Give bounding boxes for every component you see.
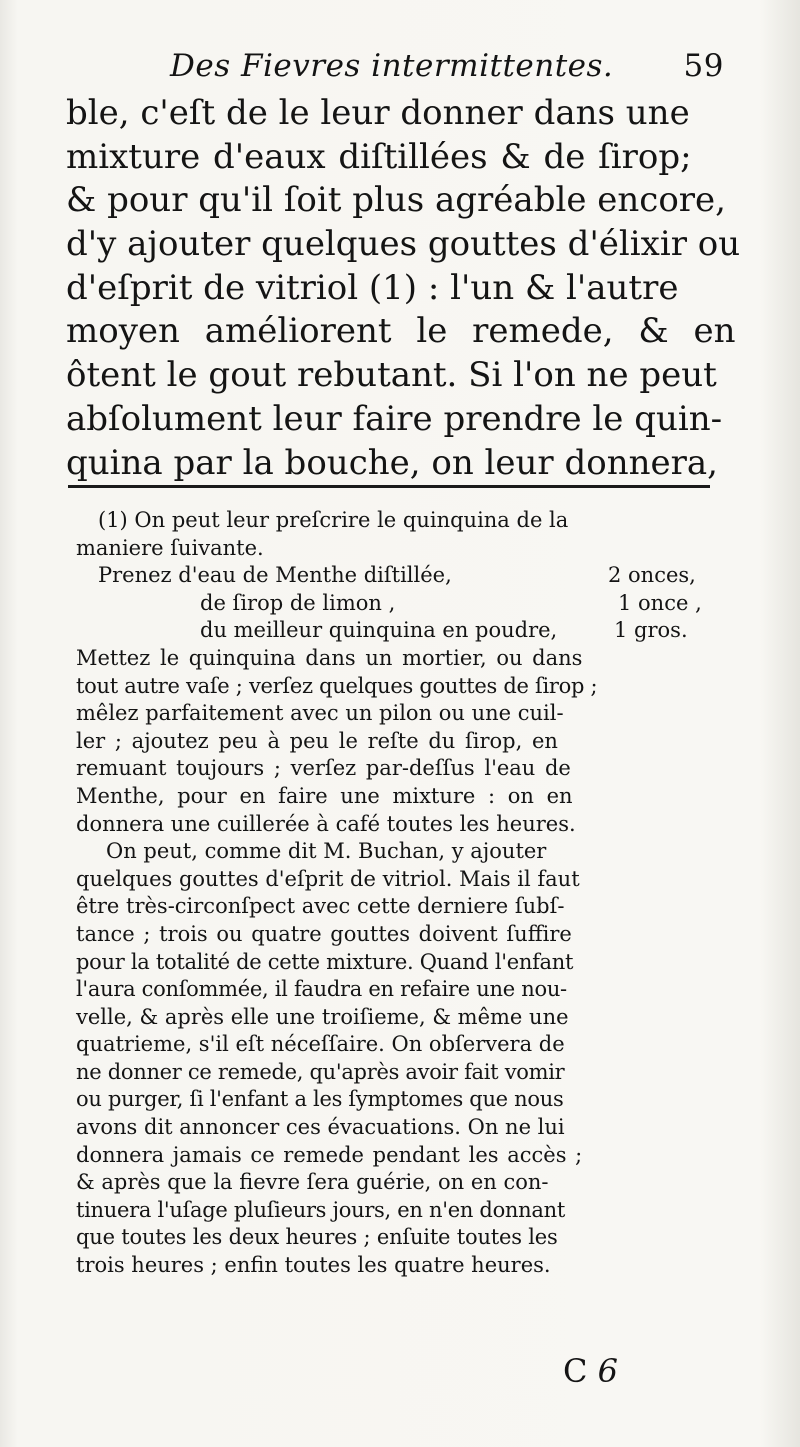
main-line: abſolument leur faire prendre le quin- (66, 398, 723, 439)
footnote-line: tout autre vaſe ; verſez quelques gouttes de ſirop ; (76, 673, 598, 698)
recipe-line (76, 590, 731, 618)
signature-letter: C (563, 1352, 588, 1390)
recipe-ingredient: Prenez d'eau de Menthe diſtillée, (98, 563, 452, 588)
recipe-quantity: 1 once , (618, 590, 702, 615)
recipe-line (76, 562, 731, 590)
footnote (76, 507, 731, 1280)
main-line: d'y ajouter quelques gouttes d'élixir ou (66, 224, 741, 265)
recipe-quantity: 1 gros. (614, 618, 688, 643)
footnote-line: ler ; ajoutez peu à peu le reſte du ſirop, en (76, 728, 558, 753)
main-line: ble, c'eſt de le leur donner dans une (66, 93, 690, 133)
footnote-line: ne donner ce remede, qu'après avoir fait vomir (76, 1059, 565, 1084)
footnote-line: tance ; trois ou quatre gouttes doivent ſuffire (76, 921, 572, 946)
running-header (170, 48, 730, 98)
main-line: d'eſprit de vitriol (1) : l'un & l'autre (66, 267, 679, 308)
footnote-line: donnera une cuillerée à café toutes les heures. (76, 811, 576, 836)
signature-number: 6 (597, 1352, 619, 1390)
footnote-line: avons dit annoncer ces évacuations. On ne lui (76, 1115, 565, 1140)
footnote-line: Mettez le quinquina dans un mortier, ou dans (76, 645, 583, 670)
footnote-line: pour la totalité de cette mixture. Quand l'enfant (76, 949, 574, 974)
footnote-line: donnera jamais ce remede pendant les accès ; (76, 1142, 583, 1167)
footnote-line: On peut, comme dit M. Buchan, y ajouter (106, 839, 547, 864)
footnote-line: maniere ſuivante. (76, 535, 264, 560)
signature-mark (563, 1352, 618, 1390)
main-line: moyen améliorent le remede, & en (66, 311, 736, 352)
main-line: quina par la bouche, on leur donnera, (66, 442, 718, 483)
main-line: & pour qu'il ſoit plus agréable encore, (66, 180, 726, 221)
main-line: mixture d'eaux diſtillées & de ſirop; (66, 136, 692, 177)
main-line: ôtent le gout rebutant. Si l'on ne peut (66, 355, 717, 396)
recipe-ingredient: du meilleur quinquina en poudre, (200, 618, 558, 643)
footnote-line: (1) On peut leur preſcrire le quinquina de la (98, 508, 569, 532)
footnote-line: être très-circonſpect avec cette derniere ſubſ- (76, 894, 565, 919)
footnote-line: que toutes les deux heures ; enſuite toutes les (76, 1225, 558, 1250)
footnote-line: remuant toujours ; verſez par-deſſus l'eau de (76, 756, 571, 781)
footnote-line: l'aura conſommée, il faudra en refaire une nou- (76, 977, 567, 1002)
page-number: 59 (683, 48, 724, 84)
footnote-line: quatrieme, s'il eſt néceſſaire. On obſervera de (76, 1032, 565, 1057)
main-text (66, 92, 741, 485)
footnote-line: ou purger, ſi l'enfant a les ſymptomes que nous (76, 1087, 564, 1112)
footnote-line: & après que la fievre ſera guérie, on en con- (76, 1170, 549, 1195)
footnote-line: trois heures ; enfin toutes les quatre heures. (76, 1253, 551, 1278)
footnote-rule (68, 485, 710, 488)
recipe-line (76, 617, 731, 645)
recipe-ingredient: de ſirop de limon , (200, 590, 396, 615)
footnote-line: tinuera l'uſage pluſieurs jours, en n'en donnant (76, 1197, 565, 1222)
footnote-line: mêlez parfaitement avec un pilon ou une cuil- (76, 701, 564, 726)
footnote-line: quelques gouttes d'eſprit de vitriol. Mais il faut (76, 866, 580, 891)
recipe-quantity: 2 onces, (608, 563, 696, 588)
footnote-line: velle, & après elle une troiſieme, & même une (76, 1004, 569, 1029)
running-title: Des Fievres intermittentes. (170, 48, 614, 84)
footnote-line: Menthe, pour en faire une mixture : on en (76, 783, 573, 808)
